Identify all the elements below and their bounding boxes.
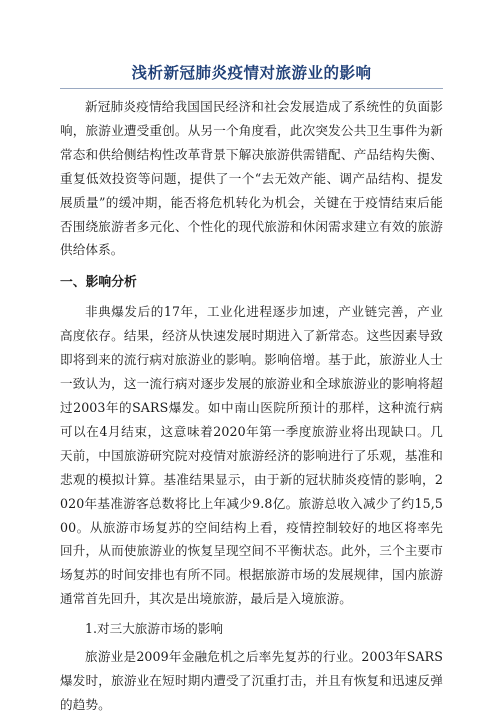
- section-heading-impact-analysis: 一、影响分析: [60, 275, 137, 291]
- subsection-heading-three-markets: 1.对三大旅游市场的影响: [85, 621, 223, 637]
- document-title: 浅析新冠肺炎疫情对旅游业的影响: [131, 63, 372, 82]
- impact-analysis-paragraph: 非典爆发后的17年，工业化进程逐步加速，产业链完善，产业高度依存。结果，经济从快速发展时期进入了新常态。这些因素导致即将到来的流行病对旅游业的影响。影响倍增。基于此，旅游业人士一致认为，这一流行病对逐步发展的旅游业和全球旅游业的影响将超过2003年的SARS爆发。如中南山医院所预计的那样，这种流行病可以在4月结束，这意味着2020年第一季度旅游业将出现缺口。几天前，中国旅游研究院对疫情对旅游经济的影响进行了乐观，基准和悲观的模拟计算。基准结果显示，由于新的冠状肺炎疫情的影响，2020年基准游客总数将比上年减少9.8亿。旅游总收入减少了约15,500。从旅游市场复苏的空间结构上看，疫情控制较好的地区将率先回升，从而使旅游业的恢复呈现空间不平衡状态。此外，三个主要市场复苏的时间安排也有所不同。根据旅游市场的发展规律，国内旅游通常首先回升，其次是出境旅游，最后是入境旅游。: [60, 304, 443, 607]
- intro-paragraph: 新冠肺炎疫情给我国国民经济和社会发展造成了系统性的负面影响，旅游业遭受重创。从另一个角度看，此次突发公共卫生事件为新常态和供给侧结构性改革背景下解决旅游供需错配、产品结构失衡、重复低效投资等问题，提供了一个“去无效产能、调产品结构、提发展质量”的缓冲期，能否将危机转化为机会，关键在于疫情结束后能否围绕旅游者多元化、个性化的现代旅游和休闲需求建立有效的旅游供给体系。: [60, 99, 443, 258]
- title-divider: [60, 88, 443, 89]
- three-markets-paragraph: 旅游业是2009年金融危机之后率先复苏的行业。2003年SARS爆发时，旅游业在短时期内遭受了沉重打击，并且有恢复和迅速反弹的趋势。: [60, 649, 443, 712]
